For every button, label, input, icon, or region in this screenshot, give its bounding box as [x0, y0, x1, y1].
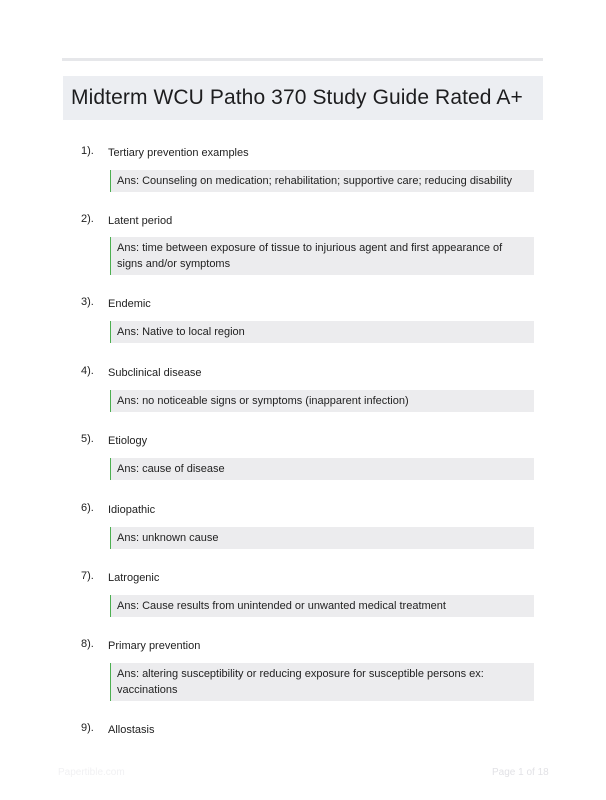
- page-number: Page 1 of 18: [492, 767, 549, 778]
- question-number: 5).: [81, 433, 94, 445]
- question-text: Endemic: [108, 298, 151, 310]
- answer-box: Ans: cause of disease: [110, 458, 534, 480]
- question-text: Allostasis: [108, 724, 155, 736]
- question-number: 1).: [81, 145, 94, 157]
- answer-box: Ans: Native to local region: [110, 321, 534, 343]
- answer-box: Ans: Counseling on medication; rehabilitation; supportive care; reducing disability: [110, 170, 534, 192]
- question-text: Etiology: [108, 435, 148, 447]
- document-title: Midterm WCU Patho 370 Study Guide Rated A+: [71, 86, 523, 109]
- question-text: Latent period: [108, 215, 173, 227]
- answer-box: Ans: Cause results from unintended or unwanted medical treatment: [110, 595, 534, 617]
- answer-box: Ans: time between exposure of tissue to injurious agent and first appearance of signs and/or symptoms: [110, 237, 534, 275]
- answer-box: Ans: unknown cause: [110, 527, 534, 549]
- answer-box: Ans: altering susceptibility or reducing exposure for susceptible persons ex: vaccinations: [110, 663, 534, 701]
- question-number: 4).: [81, 365, 94, 377]
- footer-watermark: Papertible.com: [58, 767, 125, 778]
- question-number: 7).: [81, 570, 94, 582]
- question-number: 8).: [81, 638, 94, 650]
- question-number: 6).: [81, 502, 94, 514]
- question-number: 9).: [81, 722, 94, 734]
- question-text: Tertiary prevention examples: [108, 147, 249, 159]
- top-divider: [62, 58, 543, 61]
- question-text: Idiopathic: [108, 504, 156, 516]
- title-banner: [63, 76, 543, 120]
- question-text: Primary prevention: [108, 640, 201, 652]
- question-number: 2).: [81, 213, 94, 225]
- question-number: 3).: [81, 296, 94, 308]
- question-text: Latrogenic: [108, 572, 160, 584]
- answer-box: Ans: no noticeable signs or symptoms (inapparent infection): [110, 390, 534, 412]
- question-text: Subclinical disease: [108, 367, 202, 379]
